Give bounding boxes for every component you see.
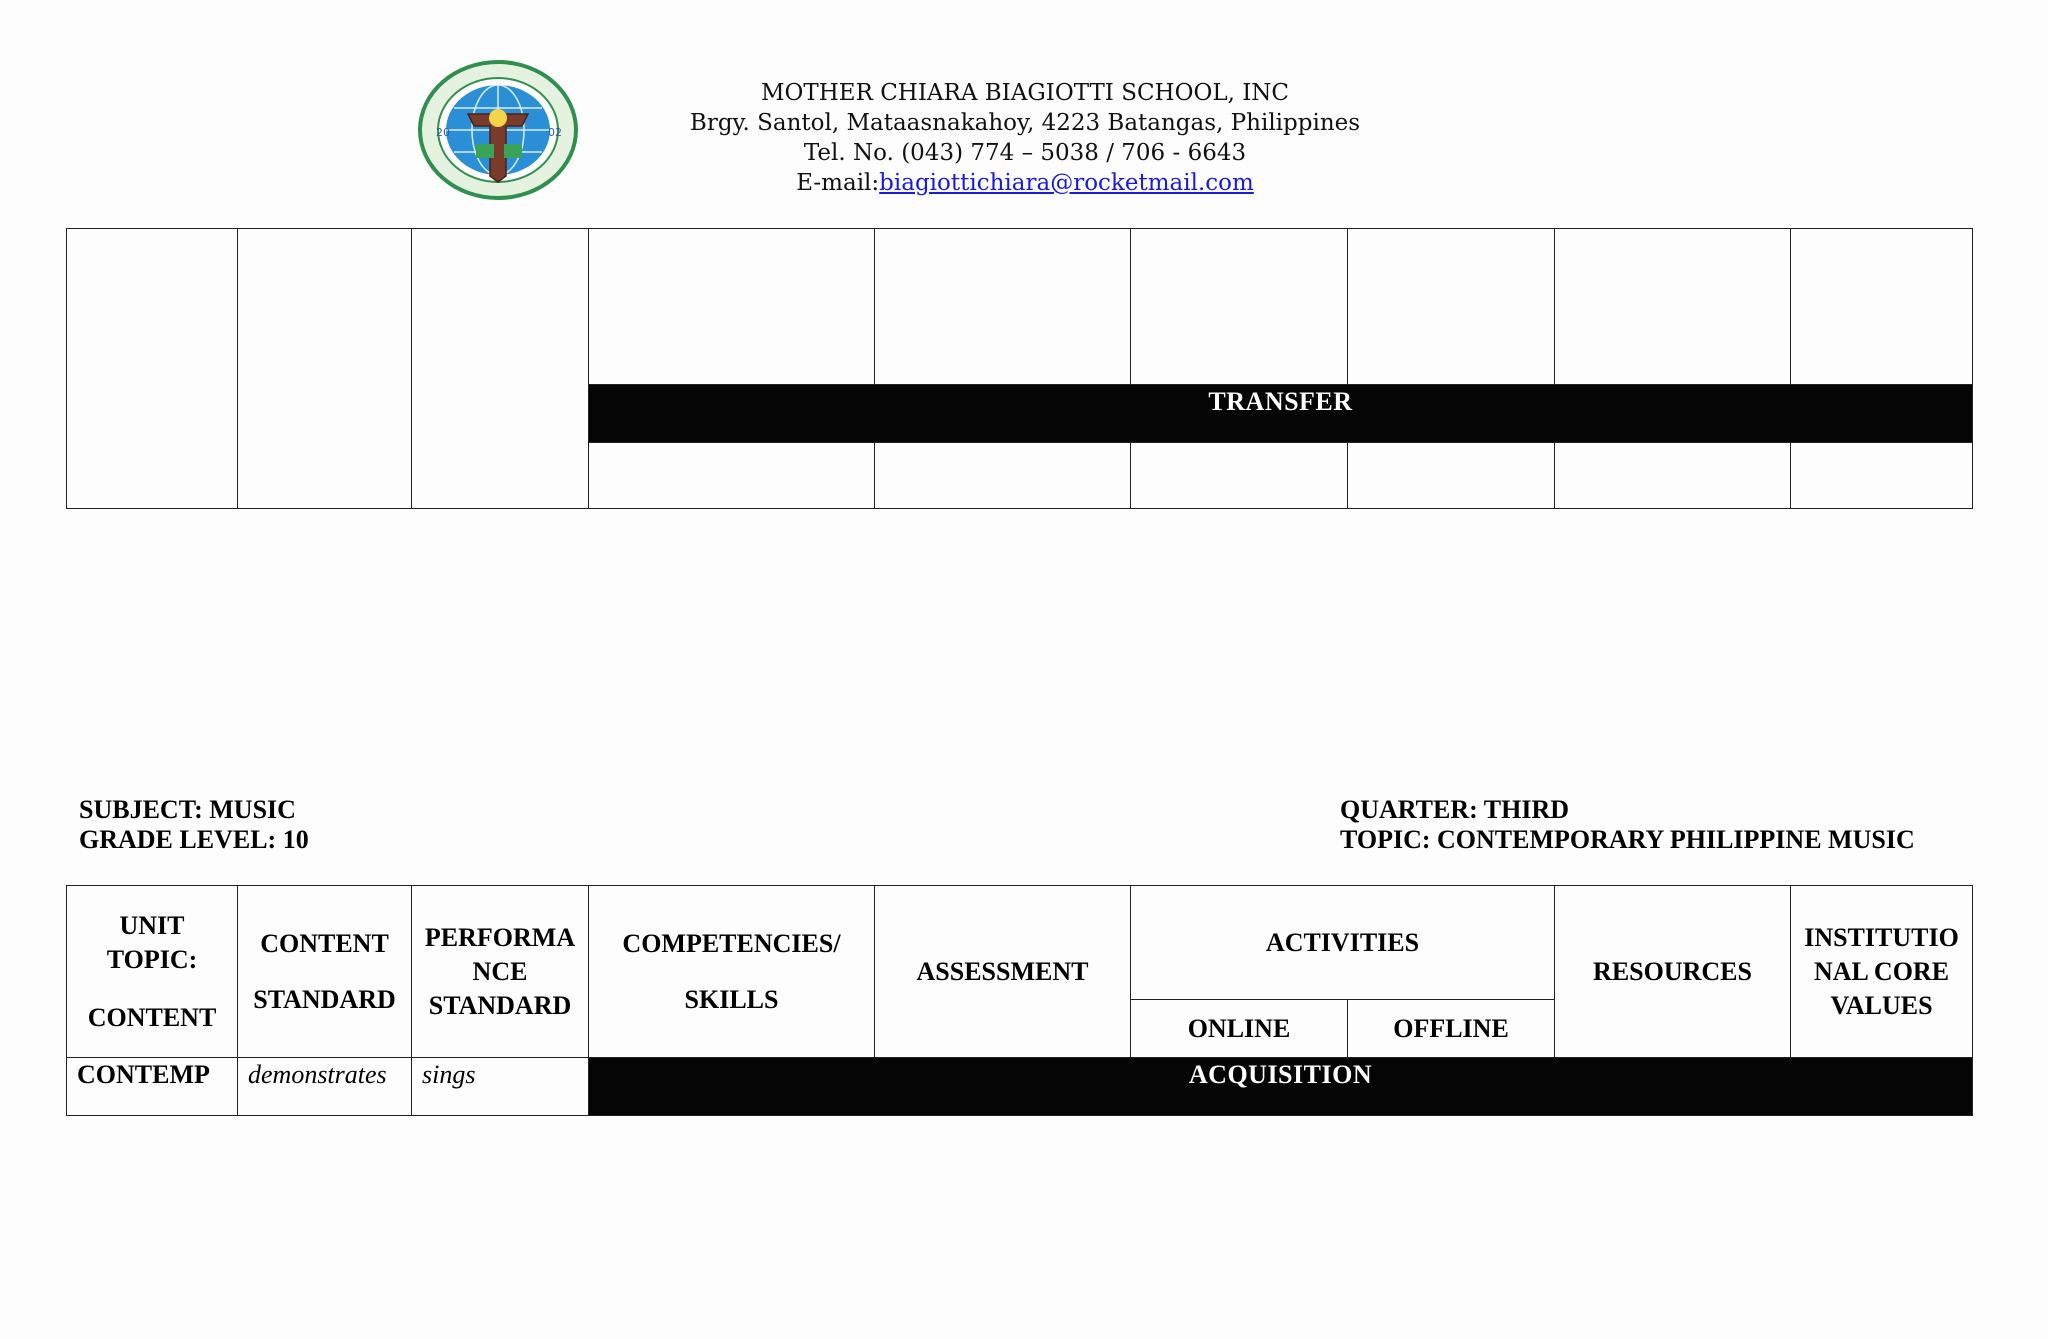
header-resources-label: RESOURCES [1593, 956, 1752, 986]
header-core-values [1791, 886, 1973, 1058]
header-assessment [875, 886, 1131, 1058]
top-cell [589, 229, 875, 385]
top-cell [875, 443, 1131, 509]
header-online-label: ONLINE [1187, 1013, 1291, 1043]
header-content-standard [238, 886, 412, 1058]
header-offline-label: OFFLINE [1393, 1013, 1509, 1043]
header-unit-topic-line2: TOPIC: [106, 944, 198, 974]
top-cell [1348, 229, 1555, 385]
header-values-line3: VALUES [1830, 990, 1933, 1020]
header-offline [1348, 1000, 1555, 1058]
top-cell-performance-standard [412, 229, 589, 509]
top-cell [589, 443, 875, 509]
header-assessment-label: ASSESSMENT [916, 956, 1089, 986]
header-performance-line1: PERFORMA [424, 922, 576, 952]
school-email-line [640, 168, 1410, 198]
header-values-line1: INSTITUTIO [1804, 922, 1959, 952]
top-cell [1348, 443, 1555, 509]
header-unit-topic [67, 886, 238, 1058]
curriculum-map-table [66, 885, 1973, 1116]
acquisition-band [589, 1058, 1973, 1116]
quarter-line: QUARTER: THIRD [1340, 795, 1570, 824]
school-telephone: Tel. No. (043) 774 – 5038 / 706 - 6643 [803, 140, 1247, 166]
transfer-band [589, 385, 1973, 443]
top-cell [1555, 443, 1791, 509]
school-address: Brgy. Santol, Mataasnakahoy, 4223 Batangas, Philippines [689, 110, 1361, 136]
grade-level-line: GRADE LEVEL: 10 [79, 825, 309, 854]
top-cell-content-standard [238, 229, 412, 509]
school-seal-icon [414, 56, 582, 204]
email-link[interactable]: biagiottichiara@rocketmail.com [879, 170, 1254, 196]
email-label: E-mail: [796, 170, 880, 196]
header-performance-standard [412, 886, 589, 1058]
top-cell [1791, 443, 1973, 509]
top-cell [1131, 229, 1348, 385]
top-cell [1555, 229, 1791, 385]
header-competencies [589, 886, 875, 1058]
header-unit-topic-line3: CONTENT [87, 1002, 217, 1032]
header-values-line2: NAL CORE [1813, 956, 1950, 986]
header-content-standard-line2: STANDARD [253, 984, 396, 1014]
top-table [66, 228, 1973, 509]
school-logo [414, 56, 582, 204]
header-online [1131, 1000, 1348, 1058]
school-info-block [640, 78, 1410, 198]
acquisition-label: ACQUISITION [1188, 1060, 1373, 1089]
header-competencies-line1: COMPETENCIES/ [622, 928, 841, 958]
transfer-label: TRANSFER [1208, 387, 1353, 416]
header-resources [1555, 886, 1791, 1058]
row-performance-standard: sings [412, 1058, 589, 1116]
header-performance-line3: STANDARD [428, 990, 572, 1020]
header-activities-label: ACTIVITIES [1265, 927, 1420, 957]
school-name: MOTHER CHIARA BIAGIOTTI SCHOOL, INC [760, 80, 1290, 106]
row-unit-topic: CONTEMP [67, 1058, 238, 1116]
top-cell [875, 229, 1131, 385]
top-cell-unit-topic [67, 229, 238, 509]
meta-right [1340, 795, 1915, 855]
subject-line: SUBJECT: MUSIC [79, 795, 296, 824]
row-content-standard: demonstrates [238, 1058, 412, 1116]
topic-line: TOPIC: CONTEMPORARY PHILIPPINE MUSIC [1340, 825, 1915, 854]
header-content-standard-line1: CONTENT [260, 928, 389, 958]
header-activities [1131, 886, 1555, 1000]
header-competencies-line2: SKILLS [684, 984, 779, 1014]
top-cell [1791, 229, 1973, 385]
svg-text:02: 02 [548, 126, 562, 139]
meta-left [79, 795, 309, 855]
header-performance-line2: NCE [472, 956, 528, 986]
svg-text:20: 20 [436, 126, 450, 139]
top-cell [1131, 443, 1348, 509]
header-unit-topic-line1: UNIT [119, 910, 185, 940]
